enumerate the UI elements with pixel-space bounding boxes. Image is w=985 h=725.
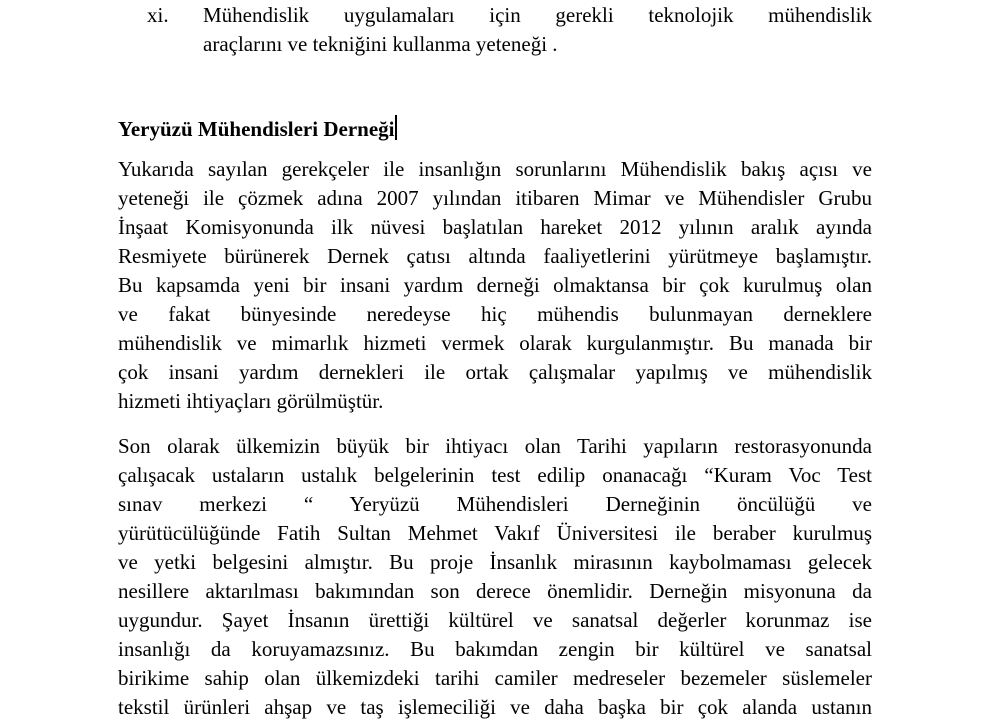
text-line[interactable]: tekstil ürünleri ahşap ve taş işlemeciliği ve daha başka bir çok alanda ustanın [118, 695, 872, 719]
text-line[interactable]: Mühendislik uygulamaları için gerekli teknolojik mühendislik [203, 3, 872, 27]
body-paragraph-2[interactable] [118, 432, 872, 722]
text-line[interactable]: yürütücülüğünde Fatih Sultan Mehmet Vakıf Üniversitesi ile beraber kurulmuş [118, 521, 872, 545]
list-item-number: xi. [147, 3, 169, 27]
text-line[interactable]: araçlarını ve tekniğini kullanma yeteneği . [203, 32, 558, 56]
text-line[interactable]: hizmeti ihtiyaçları görülmüştür. [118, 389, 384, 413]
text-line[interactable]: uygundur. Şayet İnsanın ürettiği kültürel ve sanatsal değerler korunmaz ise [118, 608, 872, 632]
text-line[interactable]: insanlığı da koruyamazsınız. Bu bakımdan zengin bir kültürel ve sanatsal [118, 637, 872, 661]
text-caret [395, 115, 397, 140]
text-line[interactable]: Bu kapsamda yeni bir insani yardım derneği olmaktansa bir çok kurulmuş olan [118, 273, 872, 297]
text-line[interactable]: ve yetki belgesini almıştır. Bu proje İnsanlık mirasının kaybolmaması gelecek [118, 550, 872, 574]
list-item-xi[interactable] [147, 1, 872, 59]
text-line[interactable]: nesillere aktarılması bakımından son derece önemlidir. Derneğin misyonuna da [118, 579, 872, 603]
text-line[interactable]: mühendislik ve mimarlık hizmeti vermek olarak kurgulanmıştır. Bu manada bir [118, 331, 872, 355]
text-line[interactable]: Son olarak ülkemizin büyük bir ihtiyacı olan Tarihi yapıların restorasyonunda [118, 434, 872, 458]
text-line[interactable]: birikime sahip olan ülkemizdeki tarihi camiler medreseler bezemeler süslemeler [118, 666, 872, 690]
text-line[interactable]: sınav merkezi “ Yeryüzü Mühendisleri Derneğinin öncülüğü ve [118, 492, 872, 516]
section-heading[interactable] [118, 115, 872, 144]
text-line[interactable]: ve fakat bünyesinde neredeyse hiç mühendis bulunmayan derneklere [118, 302, 872, 326]
text-line[interactable]: yeteneği ile çözmek adına 2007 yılından itibaren Mimar ve Mühendisler Grubu [118, 186, 872, 210]
text-line[interactable]: Yukarıda sayılan gerekçeler ile insanlığın sorunlarını Mühendislik bakış açısı ve [118, 157, 872, 181]
list-item-text[interactable] [203, 1, 872, 59]
text-line[interactable]: çalışacak ustaların ustalık belgelerinin test edilip onanacağı “Kuram Voc Test [118, 463, 872, 487]
text-line[interactable]: Resmiyete bürünerek Dernek çatısı altında faaliyetlerini yürütmeye başlamıştır. [118, 244, 872, 268]
section-heading-text: Yeryüzü Mühendisleri Derneği [118, 117, 395, 141]
text-line[interactable]: çok insani yardım dernekleri ile ortak çalışmalar yapılmış ve mühendislik [118, 360, 872, 384]
body-paragraph-1[interactable] [118, 155, 872, 416]
text-line[interactable]: İnşaat Komisyonunda ilk nüvesi başlatılan hareket 2012 yılının aralık ayında [118, 215, 872, 239]
